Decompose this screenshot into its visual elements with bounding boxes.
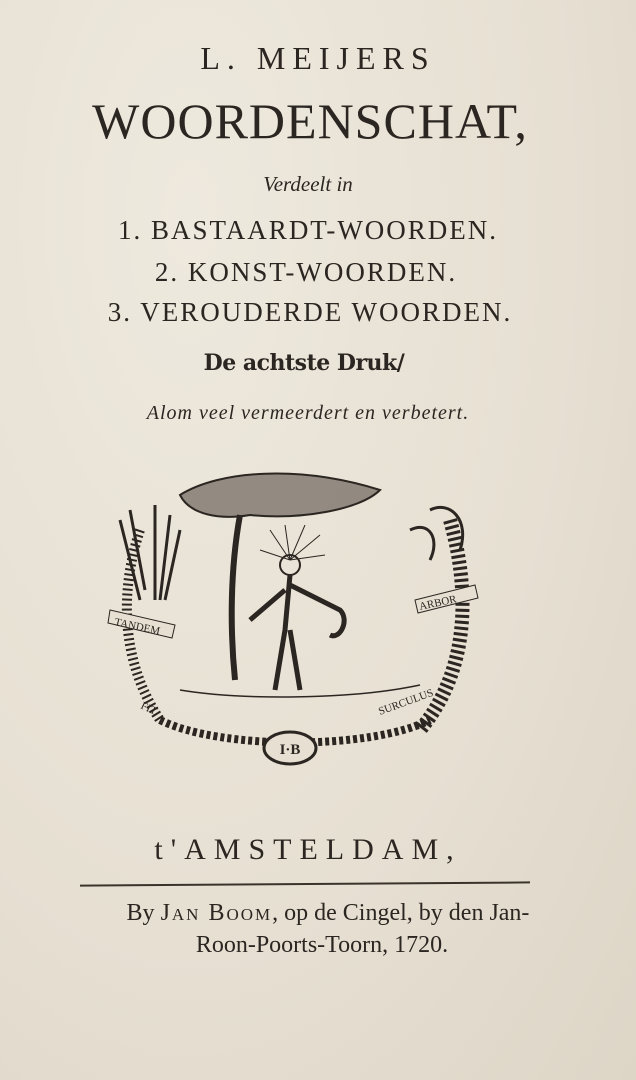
book-title: WOORDENSCHAT, <box>92 93 528 149</box>
imprint-line-1 <box>10 900 636 927</box>
edition-note: Alom veel vermeerdert en verbetert. <box>146 402 470 424</box>
banner-bottom-right-text: SURCULUS <box>376 686 436 718</box>
subtitle: Verdeelt in <box>263 172 353 196</box>
banner-bottom-left-text: FIT <box>138 699 159 718</box>
edition-statement: De achtste Druk/ <box>203 350 405 376</box>
banner-right-text: ARBOR <box>418 593 458 613</box>
imprint-prefix: By <box>126 900 155 926</box>
imprint-line-2: Roon-Poorts-Toorn, 1720. <box>195 932 449 958</box>
section-item: 1. BASTAARDT-WOORDEN. <box>117 215 499 245</box>
imprint-publisher: Jan Boom <box>160 900 273 926</box>
banner-left-text: TANDEM <box>113 616 162 638</box>
printers-mark-woodcut <box>100 470 490 780</box>
section-item: 3. VEROUDERDE WOORDEN. <box>107 297 513 327</box>
imprint-suffix: , op de Cingel, by den Jan- <box>272 900 530 926</box>
monogram-text: I·B <box>279 742 301 758</box>
divider-rule <box>80 881 530 886</box>
imprint-city: t'AMSTELDAM, <box>154 833 462 866</box>
author-name: L. MEIJERS <box>200 40 436 76</box>
section-item: 2. KONST-WOORDEN. <box>154 257 458 287</box>
